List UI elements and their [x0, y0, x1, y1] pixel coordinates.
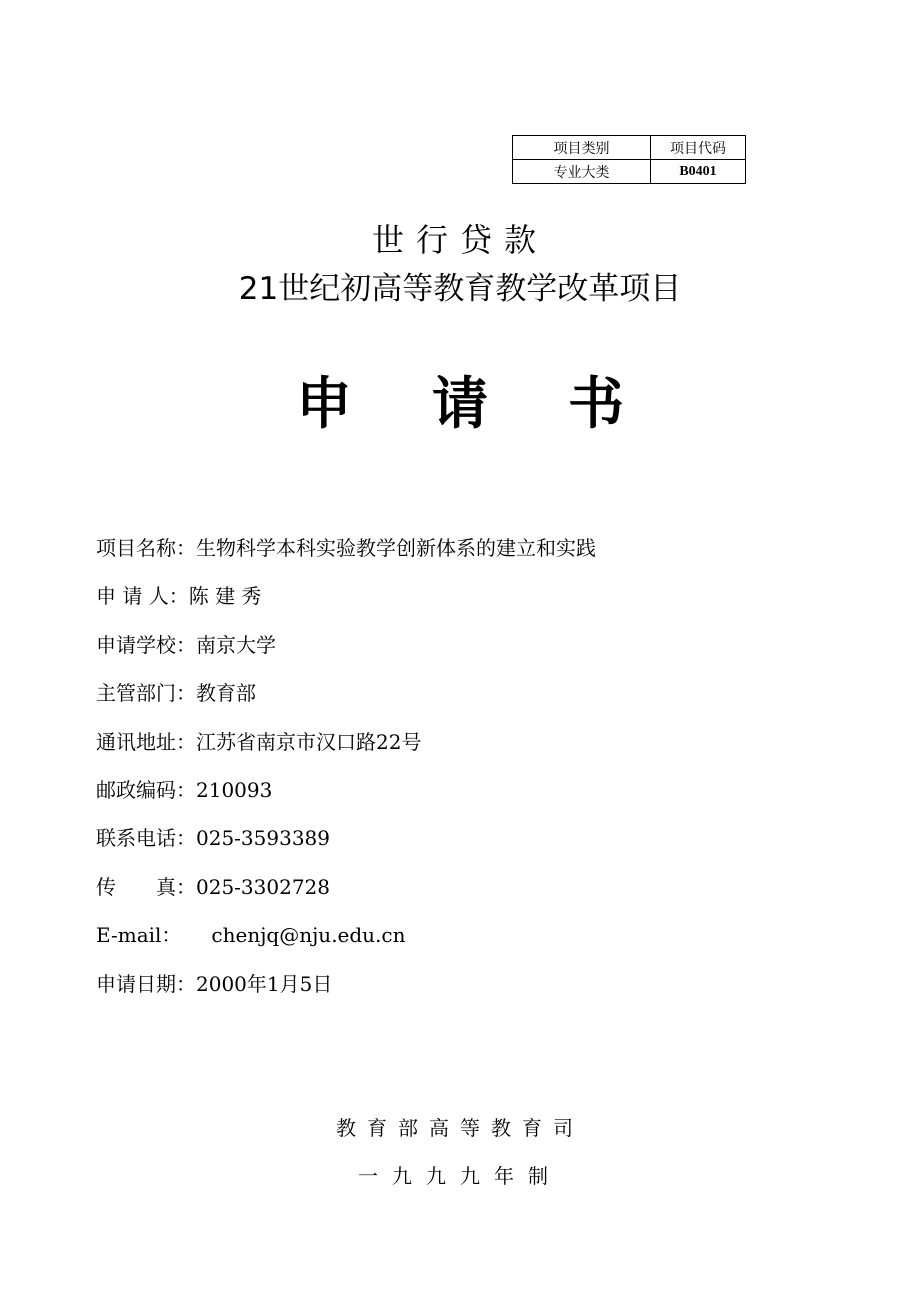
field-school [96, 630, 596, 678]
title-application-form: 申请书 [296, 372, 704, 437]
field-postcode [96, 775, 596, 823]
field-label: 主管部门： [96, 681, 196, 706]
field-label: 申请学校： [96, 632, 196, 657]
footer-made-year: 一九九九年制 [358, 1164, 562, 1188]
field-value: 陈 建 秀 [188, 584, 262, 609]
project-code-table [512, 135, 746, 184]
project-code-header: 项目代码 [651, 136, 746, 160]
field-value: 南京大学 [196, 632, 276, 657]
field-applicant [96, 581, 596, 629]
field-value: chenjq@nju.edu.cn [211, 923, 406, 948]
field-value: 025-3593389 [196, 826, 331, 851]
project-category-value: 专业大类 [513, 160, 651, 184]
field-value: 210093 [196, 777, 273, 802]
footer-issuer: 教育部高等教育司 [336, 1116, 584, 1140]
field-value: 2000年1月5日 [196, 971, 333, 996]
title-project-name: 21世纪初高等教育教学改革项目 [238, 271, 682, 307]
field-label: 联系电话： [96, 826, 196, 851]
field-phone [96, 823, 596, 871]
field-value: 生物科学本科实验教学创新体系的建立和实践 [196, 536, 596, 560]
field-value: 025-3302728 [196, 874, 331, 899]
field-label: 项目名称： [96, 536, 196, 560]
project-category-header: 项目类别 [513, 136, 651, 160]
field-label: E-mail： [96, 923, 182, 948]
field-label: 通讯地址： [96, 729, 196, 754]
field-project-name [96, 533, 596, 581]
field-address [96, 727, 596, 775]
field-value: 教育部 [196, 681, 256, 706]
field-label: 传 真： [96, 874, 196, 899]
field-label: 邮政编码： [96, 777, 196, 802]
application-fields [96, 533, 596, 1017]
title-world-bank-loan: 世行贷款 [371, 221, 548, 259]
field-label: 申请日期： [96, 971, 196, 996]
field-date [96, 969, 596, 1017]
field-fax [96, 872, 596, 920]
project-code-value: B0401 [651, 160, 746, 184]
field-value: 江苏省南京市汉口路22号 [196, 729, 422, 754]
field-email [96, 920, 596, 968]
field-label: 申 请 人： [96, 584, 189, 609]
field-department [96, 678, 596, 726]
